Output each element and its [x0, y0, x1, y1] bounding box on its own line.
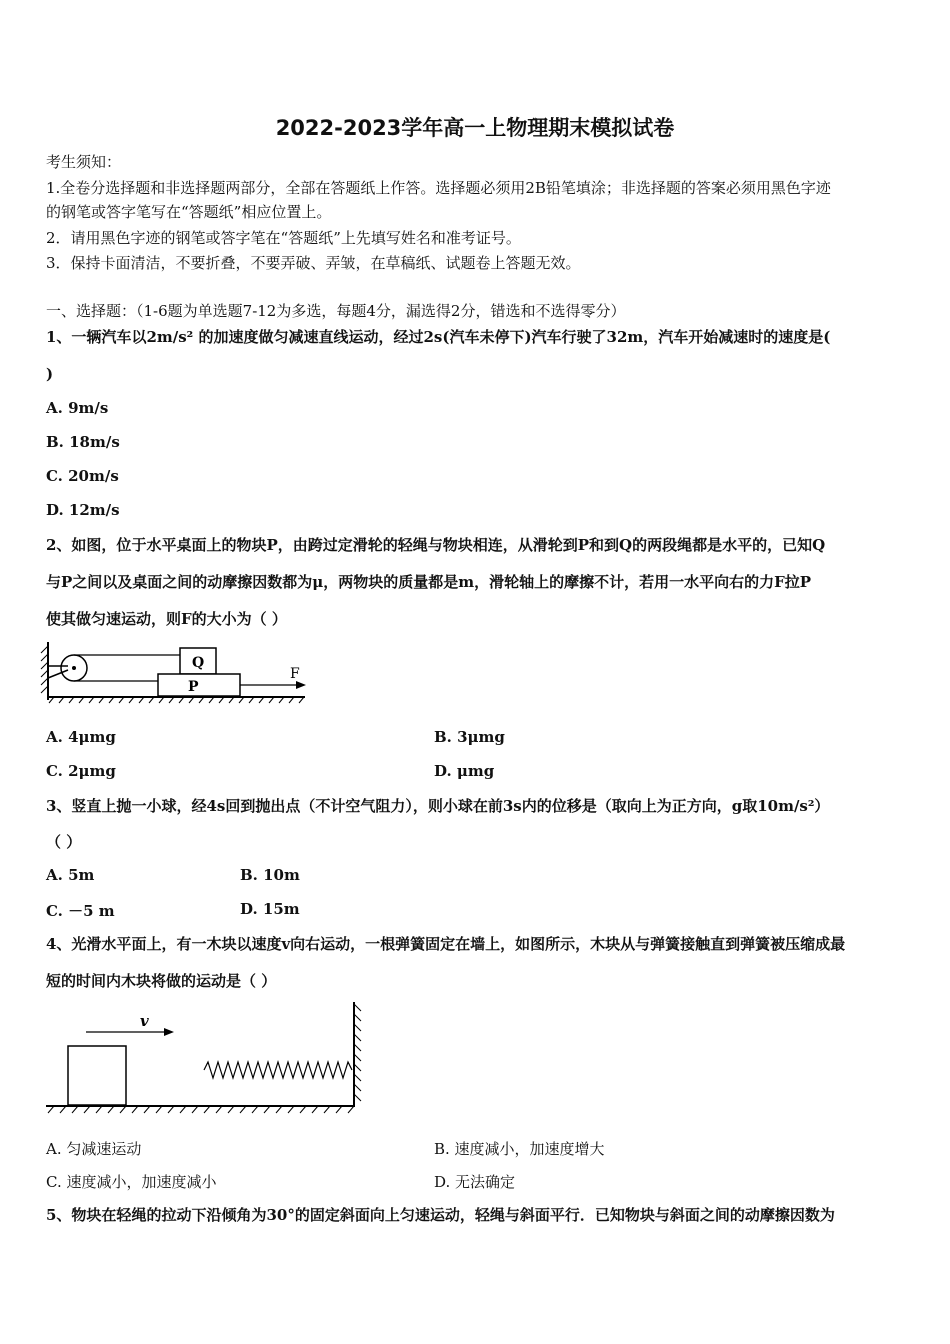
question-1-text: 1、一辆汽车以2m/s² 的加速度做匀减速直线运动，经过2s(汽车未停下)汽车行驶了32m，汽车开始减速时的速度是( [46, 328, 831, 346]
q1-option-a: A. 9m/s [46, 399, 109, 417]
block-q-label: Q [192, 655, 205, 671]
section-heading: 一、选择题：（1-6题为单选题7-12为多选，每题4分，漏选得2分，错选和不选得零分） [46, 302, 626, 320]
force-f-label: F [290, 666, 300, 682]
q4-option-a: A. 匀减速运动 [46, 1140, 142, 1158]
notice-line: 3．保持卡面清洁，不要折叠，不要弄破、弄皱，在草稿纸、试题卷上答题无效。 [46, 254, 581, 272]
velocity-v-label: v [140, 1012, 149, 1030]
q4-option-b: B. 速度减小，加速度增大 [434, 1140, 605, 1158]
q2-option-c: C. 2μmg [46, 762, 116, 780]
q3-option-d: D. 15m [240, 900, 300, 918]
spring-diagram [42, 1000, 368, 1118]
notice-heading: 考生须知： [46, 153, 122, 171]
question-3-text: （ ） [46, 833, 82, 851]
q2-option-d: D. μmg [434, 762, 495, 780]
question-5-text: 5、物块在轻绳的拉动下沿倾角为30°的固定斜面向上匀速运动，轻绳与斜面平行．已知物块与斜面之间的动摩擦因数为 [46, 1206, 835, 1224]
block-p-label: P [188, 679, 199, 695]
notice-line: 1.全卷分选择题和非选择题两部分，全部在答题纸上作答。选择题必须用2B铅笔填涂；非选择题的答案必须用黑色字迹 [46, 179, 831, 197]
q1-option-d: D. 12m/s [46, 501, 120, 519]
q4-option-d: D. 无法确定 [434, 1173, 516, 1191]
q1-option-b: B. 18m/s [46, 433, 120, 451]
question-2-text: 与P之间以及桌面之间的动摩擦因数都为μ，两物块的质量都是m，滑轮轴上的摩擦不计，若用一水平向右的力F拉P [46, 573, 812, 591]
pulley-diagram [40, 640, 315, 706]
q3-option-b: B. 10m [240, 866, 300, 884]
question-4-text: 4、光滑水平面上，有一木块以速度v向右运动，一根弹簧固定在墙上，如图所示，木块从与弹簧接触直到弹簧被压缩成最 [46, 935, 846, 953]
question-1-text: ) [46, 365, 54, 383]
q3-option-a: A. 5m [46, 866, 95, 884]
question-3-text: 3、竖直上抛一小球，经4s回到抛出点（不计空气阻力），则小球在前3s内的位移是（取向上为正方向，g取10m/s²） [46, 797, 830, 815]
q4-option-c: C. 速度减小，加速度减小 [46, 1173, 217, 1191]
page-title: 2022-2023学年高一上物理期末模拟试卷 [275, 116, 675, 140]
q2-option-a: A. 4μmg [46, 728, 116, 746]
notice-line: 的钢笔或答字笔写在“答题纸”相应位置上。 [46, 203, 332, 221]
question-2-text: 使其做匀速运动，则F的大小为（ ） [46, 610, 287, 628]
question-2-text: 2、如图，位于水平桌面上的物块P，由跨过定滑轮的轻绳与物块相连，从滑轮到P和到Q的两段绳都是水平的，已知Q [46, 536, 826, 554]
q3-option-c: C. －5 m [46, 902, 115, 920]
notice-line: 2．请用黑色字迹的钢笔或答字笔在“答题纸”上先填写姓名和准考证号。 [46, 229, 521, 247]
q1-option-c: C. 20m/s [46, 467, 119, 485]
q2-option-b: B. 3μmg [434, 728, 505, 746]
question-4-text: 短的时间内木块将做的运动是（ ） [46, 972, 277, 990]
